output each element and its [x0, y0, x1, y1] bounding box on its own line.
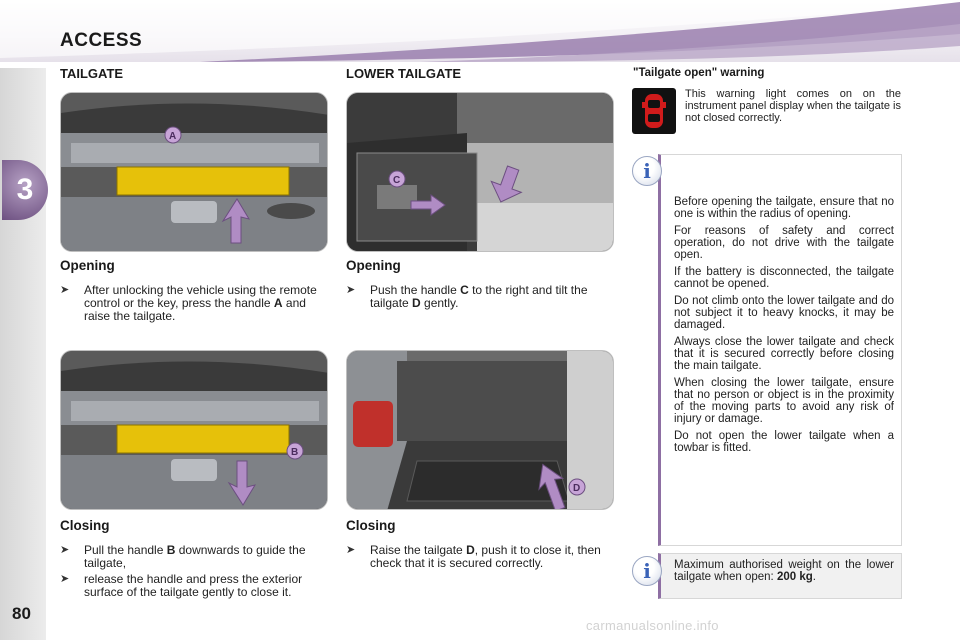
info-paragraph: When closing the lower tailgate, ensure that no person or object is in the proximity of the moving parts to avoid any risk of injury or damage.	[674, 377, 894, 425]
info-paragraph: For reasons of safety and correct operation, do not drive with the tailgate open.	[674, 225, 894, 261]
bullet-mark: ➤	[346, 284, 356, 296]
tailgate-opening-photo	[60, 92, 328, 252]
lower-tailgate-opening-photo	[346, 92, 614, 252]
bullet-mark: ➤	[60, 544, 70, 556]
chapter-strip	[0, 68, 46, 640]
info-paragraph: Always close the lower tailgate and check that it is secured correctly before closing the main tailgate.	[674, 336, 894, 372]
tailgate-opening-bullets	[60, 284, 328, 326]
info-paragraph: If the battery is disconnected, the tailgate cannot be opened.	[674, 266, 894, 290]
info-paragraph: Do not open the lower tailgate when a towbar is fitted.	[674, 430, 894, 454]
lower-tailgate-closing-title: Closing	[346, 518, 396, 533]
bullet-mark: ➤	[60, 284, 70, 296]
page-title: ACCESS	[60, 30, 143, 51]
lower-tailgate-closing-bullets	[346, 544, 616, 573]
tailgate-closing-photo	[60, 350, 328, 510]
lower-tailgate-closing-bullet: ➤ Raise the tailgate D, push it to close it, then check that it is secured correctly.	[346, 543, 601, 570]
lower-tailgate-opening-bullet: ➤ Push the handle C to the right and tilt the tailgate D gently.	[346, 283, 588, 310]
info-text	[674, 196, 894, 459]
photo-label-c: C	[393, 175, 401, 186]
tailgate-open-warning-icon	[632, 88, 676, 134]
info-icon: i	[632, 556, 662, 586]
lower-tailgate-opening-bullets	[346, 284, 616, 313]
photo-label-d: D	[573, 483, 581, 494]
lower-tailgate-opening-title: Opening	[346, 258, 401, 273]
info-icon: i	[632, 156, 662, 186]
tailgate-closing-title: Closing	[60, 518, 110, 533]
bullet-mark: ➤	[60, 573, 70, 585]
header-swoosh	[0, 0, 960, 70]
tailgate-opening-title: Opening	[60, 258, 115, 273]
tailgate-closing-bullet: ➤ Pull the handle B downwards to guide the tailgate,	[60, 543, 306, 570]
tailgate-closing-bullet: ➤ release the handle and press the exterior surface of the tailgate gently to close it.	[60, 572, 303, 599]
info-paragraph: Before opening the tailgate, ensure that no one is within the radius of opening.	[674, 196, 894, 220]
weight-text: Maximum authorised weight on the lower tailgate when open: 200 kg.	[674, 559, 894, 583]
chapter-tab: 3	[2, 160, 48, 220]
warning-text: This warning light comes on on the instrument panel display when the tailgate is not closed correctly.	[685, 88, 901, 124]
photo-label-b: B	[291, 447, 299, 458]
tailgate-opening-bullet: ➤ After unlocking the vehicle using the remote control or the key, press the handle A and raise the tailgate.	[60, 283, 317, 323]
lower-tailgate-title: LOWER TAILGATE	[346, 66, 462, 81]
lower-tailgate-closing-photo	[346, 350, 614, 510]
tailgate-closing-bullets	[60, 544, 328, 602]
page-number: 80	[12, 604, 31, 623]
watermark: carmanualsonline.info	[586, 618, 719, 633]
photo-label-a: A	[169, 131, 177, 142]
bullet-mark: ➤	[346, 544, 356, 556]
warning-title: "Tailgate open" warning	[633, 67, 765, 79]
tailgate-title: TAILGATE	[60, 66, 124, 81]
info-paragraph: Do not climb onto the lower tailgate and do not subject it to heavy knocks, it may be damaged.	[674, 295, 894, 331]
